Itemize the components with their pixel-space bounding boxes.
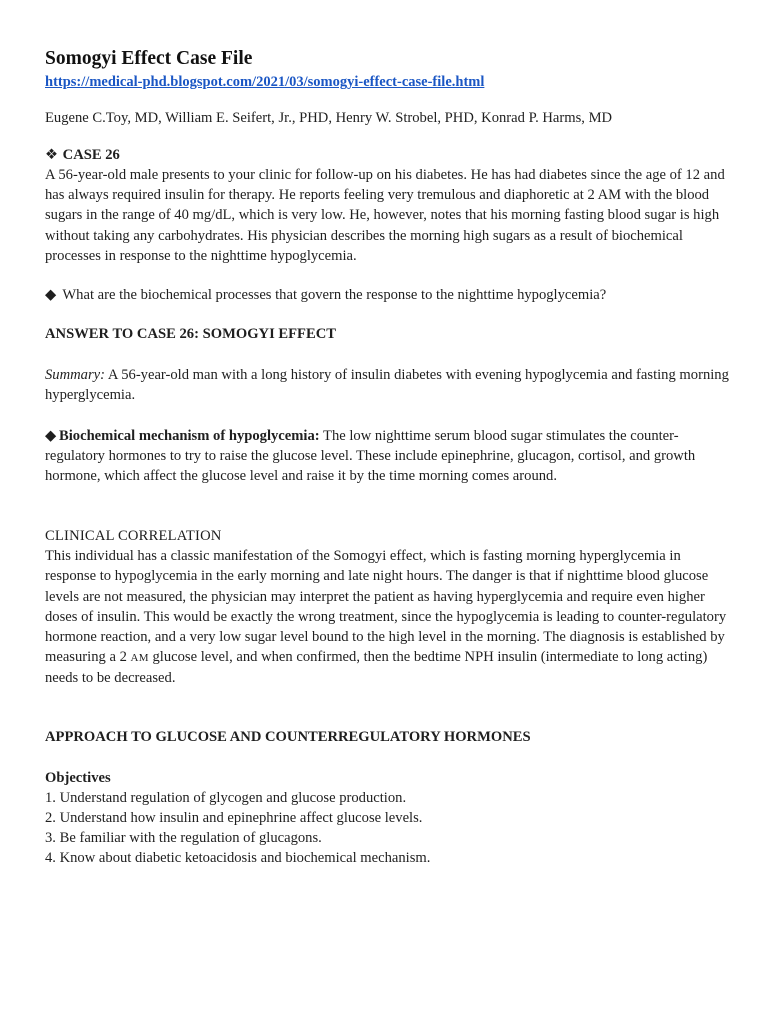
summary-label: Summary:: [45, 367, 105, 384]
objective-item: 4. Know about diabetic ketoacidosis and biochemical mechanism.: [45, 850, 431, 867]
source-link[interactable]: https://medical-phd.blogspot.com/2021/03/somogyi-effect-case-file.html: [45, 74, 485, 90]
clinical-am-label: AM: [130, 652, 149, 665]
clinical-text-part2: glucose level, and when confirmed, then the bedtime NPH insulin (intermediate to long acting) needs to be decreased.: [45, 649, 708, 687]
answer-heading: ANSWER TO CASE 26: SOMOGYI EFFECT: [45, 326, 336, 343]
objectives-heading: Objectives: [45, 769, 111, 786]
objective-item: 3. Be familiar with the regulation of glucagons.: [45, 830, 322, 847]
mechanism-label: Biochemical mechanism of hypoglycemia:: [59, 427, 320, 444]
clinical-correlation-body: [45, 546, 735, 688]
objective-item: 1. Understand regulation of glycogen and glucose production.: [45, 789, 407, 806]
approach-heading: APPROACH TO GLUCOSE AND COUNTERREGULATORY HORMONES: [45, 728, 531, 745]
answer-summary: [45, 365, 735, 405]
case-heading-label: CASE 26: [62, 147, 120, 163]
case-heading: [45, 145, 735, 165]
diamond-bullet-icon: ◆: [45, 287, 57, 304]
document-title: Somogyi Effect Case File: [45, 48, 253, 69]
clinical-correlation-heading: CLINICAL CORRELATION: [45, 528, 222, 545]
clinical-text-part1: This individual has a classic manifestation of the Somogyi effect, which is fasting morning hyperglycemia in response to hypoglycemia in the early morning and late night hours. The danger is that if nighttime blood glucose levels are not measured, the physician may interpret the patient as having hyperglycemia and require even higher doses of insulin. This would be exactly the wrong treatment, since the hypoglycemia is leading to counter-regulatory hormone reaction, and a very low sugar level bound to the high level in the morning. The diagnosis is established by measuring a 2: [45, 548, 727, 666]
mechanism-text: The low nighttime serum blood sugar stimulates the counter-regulatory hormones to try to raise the glucose level. These include epinephrine, glucagon, cortisol, and growth hormone, which affect the glucose level and raise it by the time morning comes around.: [45, 427, 696, 485]
four-diamond-bullet-icon: ❖: [45, 147, 59, 163]
case-body: A 56-year-old male presents to your clinic for follow-up on his diabetes. He has had diabetes since the age of 12 and has always required insulin for therapy. He reports feeling very tremulous and diaphoretic at 2 AM with the blood sugars in the range of 40 mg/dL, which is very low. He, however, notes that his morning fasting blood sugar is high without taking any carbohydrates. His physician describes the morning high sugars as a result of biochemical processes in response to the nighttime hypoglycemia.: [45, 167, 725, 264]
mechanism-paragraph: [45, 426, 735, 487]
case-question-text: What are the biochemical processes that govern the response to the nighttime hypoglycemia?: [62, 287, 607, 304]
objective-item: 2. Understand how insulin and epinephrine affect glucose levels.: [45, 809, 423, 826]
objectives-list: [45, 788, 735, 869]
case-question: [45, 285, 735, 305]
summary-text: A 56-year-old man with a long history of insulin diabetes with evening hypoglycemia and fasting morning hyperglycemia.: [45, 367, 729, 404]
diamond-bullet-icon: ◆: [45, 427, 57, 444]
authors-line: Eugene C.Toy, MD, William E. Seifert, Jr., PHD, Henry W. Strobel, PHD, Konrad P. Harms, MD: [45, 110, 613, 126]
document-page: [45, 46, 735, 868]
